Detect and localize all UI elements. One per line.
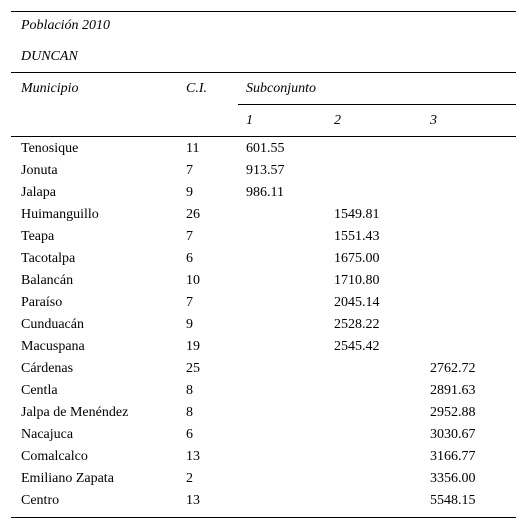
cell-ci: 6 [186,427,193,442]
caption-method: DUNCAN [21,49,78,64]
cell-subconjunto-3: 5548.15 [430,493,476,508]
cell-subconjunto-1: 913.57 [246,163,285,178]
cell-municipio: Jalapa [21,185,56,200]
cell-subconjunto-2: 1549.81 [334,207,380,222]
cell-ci: 13 [186,493,200,508]
header-ci: C.I. [186,81,207,96]
cell-subconjunto-2: 2045.14 [334,295,380,310]
cell-municipio: Macuspana [21,339,85,354]
header-sub-2: 2 [334,113,341,128]
cell-ci: 9 [186,317,193,332]
cell-ci: 26 [186,207,200,222]
cell-subconjunto-3: 3030.67 [430,427,476,442]
header-municipio: Municipio [21,81,79,96]
header-sub-3: 3 [430,113,437,128]
cell-ci: 8 [186,383,193,398]
cell-subconjunto-2: 2528.22 [334,317,380,332]
cell-municipio: Teapa [21,229,55,244]
cell-subconjunto-1: 986.11 [246,185,284,200]
cell-subconjunto-2: 1551.43 [334,229,380,244]
cell-municipio: Centla [21,383,58,398]
cell-subconjunto-2: 1675.00 [334,251,380,266]
cell-ci: 2 [186,471,193,486]
cell-ci: 19 [186,339,200,354]
cell-ci: 8 [186,405,193,420]
cell-subconjunto-3: 2891.63 [430,383,476,398]
cell-ci: 7 [186,229,193,244]
cell-subconjunto-2: 2545.42 [334,339,380,354]
cell-subconjunto-1: 601.55 [246,141,285,156]
cell-municipio: Balancán [21,273,74,288]
header-subconjunto: Subconjunto [246,81,316,96]
header-rule [11,136,516,137]
caption-rule [11,72,516,73]
header-sub-1: 1 [246,113,253,128]
cell-ci: 9 [186,185,193,200]
cell-ci: 11 [186,141,200,156]
cell-municipio: Jalpa de Menéndez [21,405,129,420]
cell-subconjunto-3: 3356.00 [430,471,476,486]
cell-ci: 13 [186,449,200,464]
cell-municipio: Paraíso [21,295,63,310]
cell-subconjunto-3: 3166.77 [430,449,476,464]
top-rule [11,11,516,12]
cell-subconjunto-3: 2762.72 [430,361,476,376]
subconjunto-rule [238,104,516,105]
cell-ci: 6 [186,251,193,266]
cell-municipio: Tacotalpa [21,251,76,266]
bottom-rule [11,517,516,518]
caption-title: Población 2010 [21,18,111,33]
cell-ci: 25 [186,361,200,376]
cell-municipio: Comalcalco [21,449,88,464]
cell-municipio: Cunduacán [21,317,84,332]
cell-municipio: Huimanguillo [21,207,99,222]
cell-municipio: Emiliano Zapata [21,471,114,486]
cell-ci: 7 [186,163,193,178]
cell-municipio: Jonuta [21,163,58,178]
cell-subconjunto-2: 1710.80 [334,273,380,288]
cell-municipio: Centro [21,493,60,508]
cell-municipio: Nacajuca [21,427,74,442]
cell-municipio: Tenosique [21,141,79,156]
cell-municipio: Cárdenas [21,361,74,376]
cell-ci: 10 [186,273,200,288]
cell-subconjunto-3: 2952.88 [430,405,476,420]
cell-ci: 7 [186,295,193,310]
